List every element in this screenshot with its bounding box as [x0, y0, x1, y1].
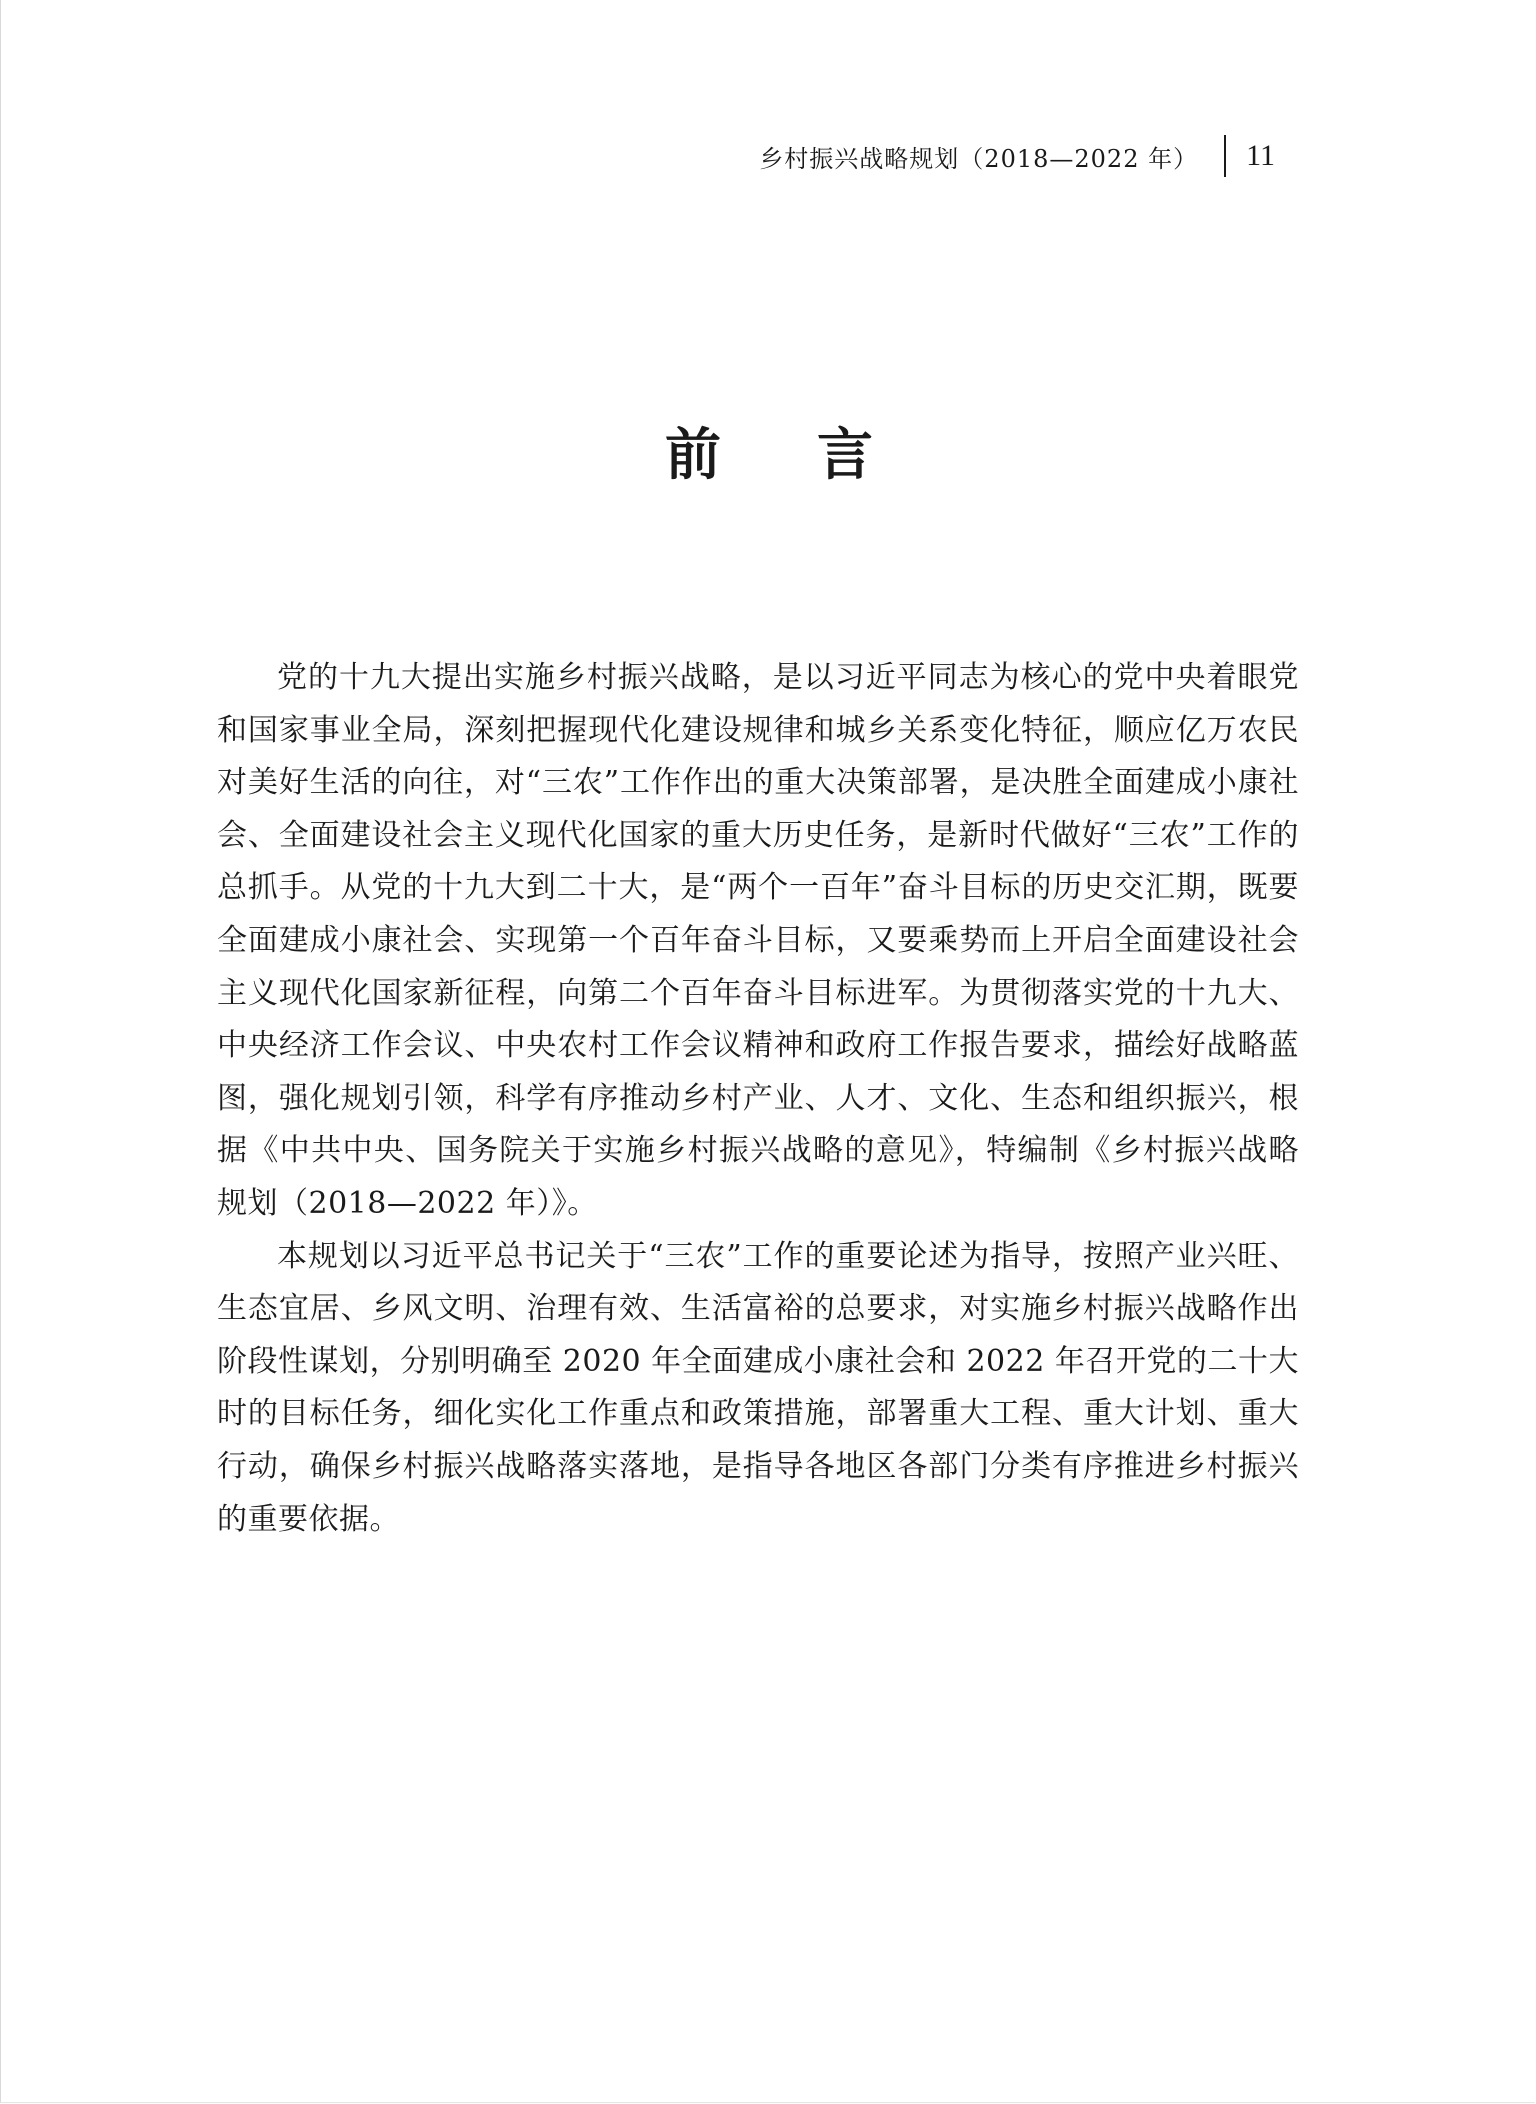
- paragraph-1: 党的十九大提出实施乡村振兴战略，是以习近平同志为核心的党中央着眼党和国家事业全局，深刻把握现代化建设规律和城乡关系变化特征，顺应亿万农民对美好生活的向往，对“三农”工作作出的重大决策部署，是决胜全面建成小康社会、全面建设社会主义现代化国家的重大历史任务，是新时代做好“三农”工作的总抓手。从党的十九大到二十大，是“两个一百年”奋斗目标的历史交汇期，既要全面建成小康社会、实现第一个百年奋斗目标，又要乘势而上开启全面建设社会主义现代化国家新征程，向第二个百年奋斗目标进军。为贯彻落实党的十九大、中央经济工作会议、中央农村工作会议精神和政府工作报告要求，描绘好战略蓝图，强化规划引领，科学有序推动乡村产业、人才、文化、生态和组织振兴，根据《中共中央、国务院关于实施乡村振兴战略的意见》，特编制《乡村振兴战略规划（2018—2022 年）》。: [217, 660, 1299, 1221]
- header-divider: [1224, 135, 1226, 177]
- page-number: 11: [1246, 139, 1275, 172]
- page-title-char-2: 言: [817, 423, 873, 488]
- page-title: [1, 423, 1536, 488]
- page-title-char-1: 前: [665, 423, 721, 488]
- running-header: [759, 136, 1275, 176]
- running-title: 乡村振兴战略规划（2018—2022 年）: [759, 144, 1199, 173]
- body-text: [217, 652, 1299, 1546]
- paragraph-2: 本规划以习近平总书记关于“三农”工作的重要论述为指导，按照产业兴旺、生态宜居、乡风文明、治理有效、生活富裕的总要求，对实施乡村振兴战略作出阶段性谋划，分别明确至 2020 年全面建成小康社会和 2022 年召开党的二十大时的目标任务，细化实化工作重点和政策措施，部署重大工程、重大计划、重大行动，确保乡村振兴战略落实落地，是指导各地区各部门分类有序推进乡村振兴的重要依据。: [217, 1238, 1299, 1537]
